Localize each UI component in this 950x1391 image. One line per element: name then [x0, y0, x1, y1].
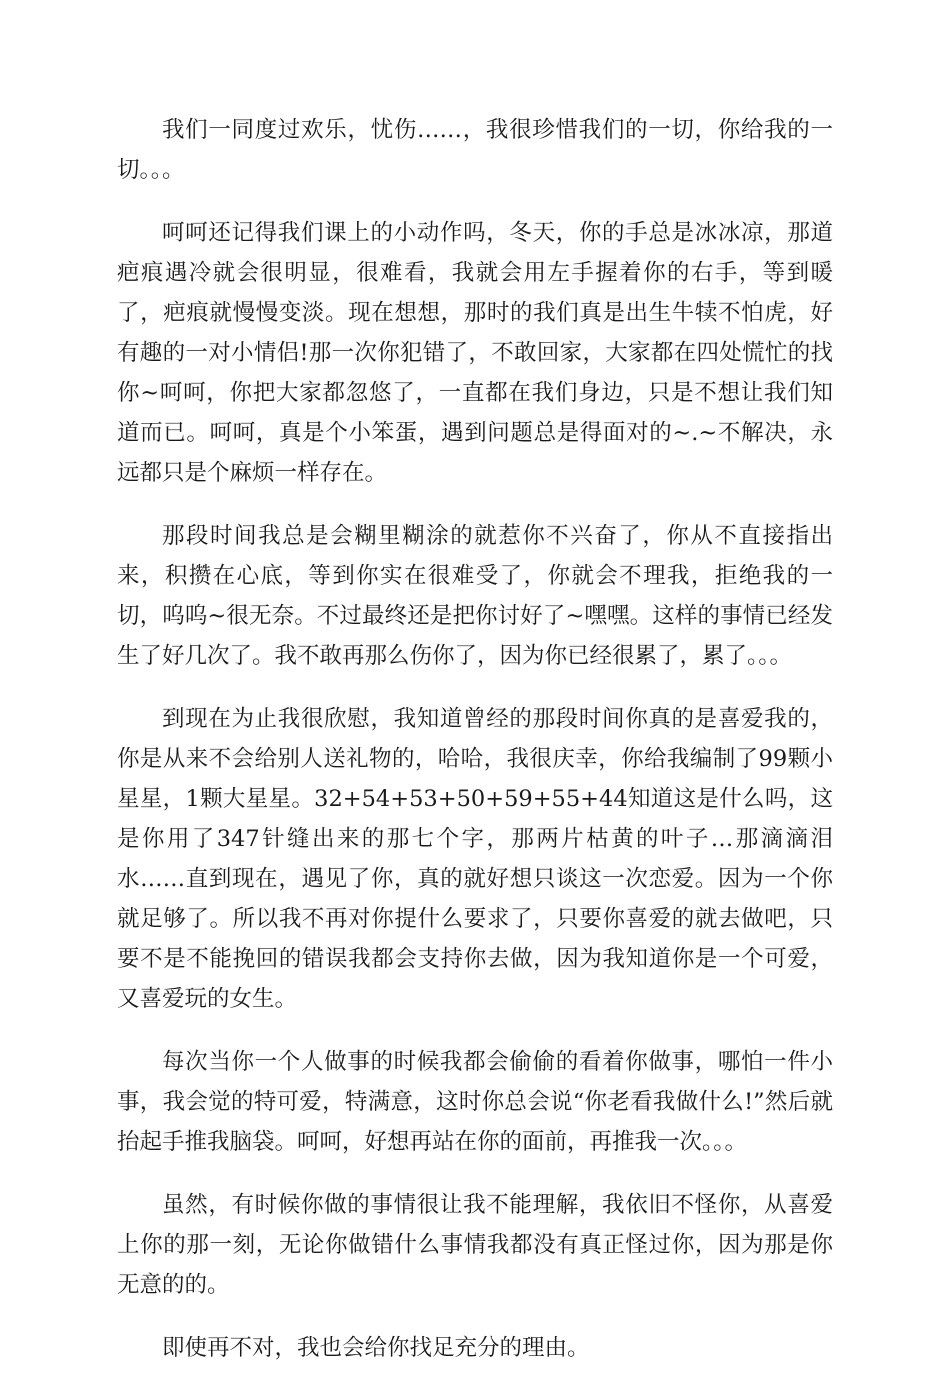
paragraph-1: 我们一同度过欢乐，忧伤……，我很珍惜我们的一切，你给我的一切。。。 [117, 117, 833, 183]
paragraph-5: 每次当你一个人做事的时候我都会偷偷的看着你做事，哪怕一件小事，我会觉的特可爱，特满意，这时你总会说“你老看我做什么!”然后就抬起手推我脑袋。呵呵，好想再站在你的面前，再推我一次。。。 [117, 1049, 833, 1155]
paragraph-6: 虽然，有时候你做的事情很让我不能理解，我依旧不怪你，从喜爱上你的那一刻，无论你做错什么事情我都没有真正怪过你，因为那是你无意的的。 [117, 1192, 833, 1298]
paragraph-3: 那段时间我总是会糊里糊涂的就惹你不兴奋了，你从不直接指出来，积攒在心底，等到你实在很难受了，你就会不理我，拒绝我的一切，呜呜~很无奈。不过最终还是把你讨好了~嘿嘿。这样的事情已经发生了好几次了。我不敢再那么伤你了，因为你已经很累了，累了。。。 [117, 523, 833, 669]
paragraph-2: 呵呵还记得我们课上的小动作吗，冬天，你的手总是冰冰凉，那道疤痕遇冷就会很明显，很难看，我就会用左手握着你的右手，等到暖了，疤痕就慢慢变淡。现在想想，那时的我们真是出生牛犊不怕虎，好有趣的一对小情侣!那一次你犯错了，不敢回家，大家都在四处慌忙的找你~呵呵，你把大家都忽悠了，一直都在我们身边，只是不想让我们知道而已。呵呵，真是个小笨蛋，遇到问题总是得面对的~.~不解决，永远都只是个麻烦一样存在。 [117, 220, 833, 486]
paragraph-7: 即使再不对，我也会给你找足充分的理由。 [162, 1335, 590, 1361]
paragraph-4: 到现在为止我很欣慰，我知道曾经的那段时间你真的是喜爱我的，你是从来不会给别人送礼物的，哈哈，我很庆幸，你给我编制了99颗小星星，1颗大星星。32+54+53+50+59+55+44知道这是什么吗，这是你用了347针缝出来的那七个字，那两片枯黄的叶子…那滴滴泪水……直到现在，遇见了你，真的就好想只谈这一次恋爱。因为一个你就足够了。所以我不再对你提什么要求了，只要你喜爱的就去做吧，只要不是不能挽回的错误我都会支持你去做，因为我知道你是一个可爱，又喜爱玩的女生。 [117, 706, 833, 1012]
document-body [117, 110, 833, 1391]
